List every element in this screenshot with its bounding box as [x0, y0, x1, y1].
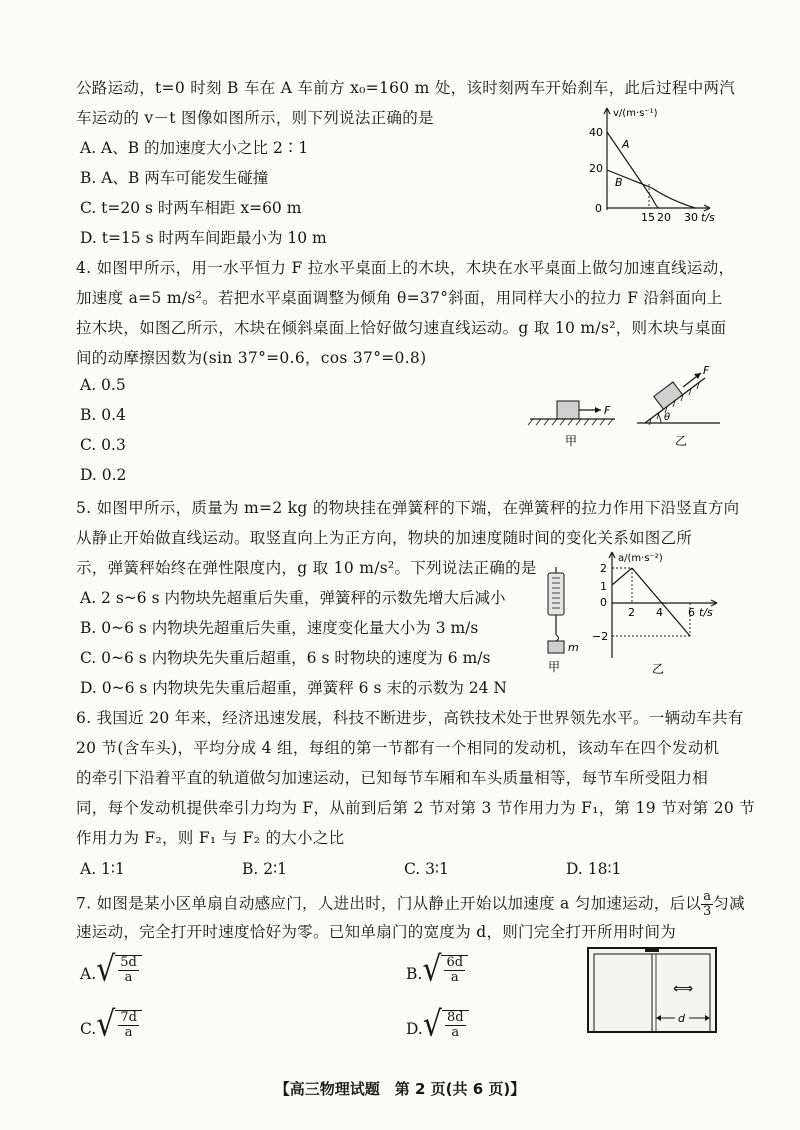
q6-option-c: C. 3∶1: [404, 860, 449, 878]
q5-label-jia: 甲: [548, 660, 561, 674]
q4-option-b: B. 0.4: [80, 406, 126, 424]
q4-figure: [525, 365, 725, 455]
q4-option-a: A. 0.5: [80, 376, 126, 394]
q7-option-d-num: 8d: [446, 1010, 464, 1025]
q3-stem-line-2: 车运动的 v－t 图像如图所示，则下列说法正确的是: [76, 109, 434, 127]
q5-xtick-6: 6: [688, 606, 695, 619]
q5-mass-block: [548, 641, 564, 653]
q3-ytick-40: 40: [589, 126, 603, 139]
q7-stem-after: 匀减: [713, 894, 745, 913]
q4-stem-line-1: 4. 如图甲所示，用一水平恒力 F 拉水平桌面上的木块，木块在水平桌面上做匀加速直线运动，: [76, 259, 735, 277]
q4-block-yi: [654, 382, 683, 409]
q3-line-b: [607, 170, 652, 188]
q3-option-c: C. t=20 s 时两车相距 x=60 m: [80, 199, 302, 217]
q7-option-c: C. √ $\frac{7d}{a}$: [80, 1010, 142, 1040]
q3-ylabel: v/(m·s⁻¹): [613, 108, 658, 119]
q5-option-c: C. 0~6 s 内物块先失重后超重，6 s 时物块的速度为 6 m/s: [80, 649, 491, 667]
q7-option-d-den: a: [451, 1025, 460, 1040]
q5-spring-scale: [538, 565, 588, 675]
q7-stem-line-1: [76, 890, 745, 919]
q5-ylabel: a/(m·s⁻²): [618, 553, 663, 564]
q5-ytick-1: 1: [600, 580, 607, 593]
q7-option-d-letter: D.: [406, 1020, 423, 1038]
q4-label-yi: 乙: [675, 434, 688, 448]
q3-stem-line-1: 公路运动，t=0 时刻 B 车在 A 车前方 x₀=160 m 处，该时刻两车开始刹车，此后过程中两汽: [76, 79, 736, 97]
q7-door-figure: [585, 945, 720, 1035]
q7-option-d: D. √ $\frac{8d}{a}$: [406, 1010, 469, 1040]
q5-ytick-neg2: −2: [592, 630, 609, 643]
q7-width-label: d: [678, 1012, 685, 1025]
q3-xtick-30: 30: [684, 211, 698, 224]
q3-origin: 0: [595, 202, 602, 215]
q3-option-d: D. t=15 s 时两车间距最小为 10 m: [80, 229, 327, 247]
q6-option-b: B. 2∶1: [242, 860, 288, 878]
q3-xtick-15: 15: [641, 211, 655, 224]
q6-stem-line-1: 6. 我国近 20 年来，经济迅速发展，科技不断进步，高铁技术处于世界领先水平。一辆动车共有: [76, 709, 744, 727]
q7-door-arrow: ⟺: [673, 981, 694, 997]
q7-option-b-letter: B.: [406, 965, 423, 983]
q6-stem-line-3: 的牵引下沿着平直的轨道做匀加速运动，已知每节车厢和车头质量相等，每节车所受阻力相: [76, 769, 709, 787]
q7-option-b-num: 6d: [446, 955, 464, 970]
q5-option-d: D. 0~6 s 内物块先失重后超重，弹簧秤 6 s 末的示数为 24 N: [80, 679, 507, 697]
q7-option-b: B. √ $\frac{6d}{a}$: [406, 955, 468, 985]
q4-option-d: D. 0.2: [80, 466, 127, 484]
q4-stem-line-4: 间的动摩擦因数为(sin 37°=0.6，cos 37°=0.8): [76, 349, 427, 367]
q5-origin: 0: [600, 596, 607, 609]
q7-option-a-letter: A.: [80, 965, 97, 983]
q4-stem-line-3: 拉木块，如图乙所示，木块在倾斜桌面上恰好做匀速直线运动。g 取 10 m/s²，则木块与桌面: [76, 319, 727, 337]
q7-stem-fraction: [701, 890, 713, 919]
q3-label-b: B: [615, 176, 623, 189]
q5-stem-line-3: 示，弹簧秤始终在弹性限度内，g 取 10 m/s²。下列说法正确的是: [76, 559, 537, 577]
q7-option-a-num: 5d: [120, 955, 137, 970]
q4-force-label-yi: F: [703, 365, 710, 377]
q3-xlabel: t/s: [701, 211, 715, 224]
q5-xtick-2: 2: [628, 606, 635, 619]
q7-option-c-num: 7d: [120, 1010, 137, 1025]
q7-frac-num: a: [703, 889, 712, 904]
q7-option-a: A. √ $\frac{5d}{a}$: [80, 955, 142, 985]
q3-ytick-20: 20: [589, 162, 603, 175]
q5-label-yi: 乙: [652, 662, 665, 676]
q7-option-b-den: a: [450, 970, 459, 985]
q5-option-b: B. 0~6 s 内物块先超重后失重，速度变化量大小为 3 m/s: [80, 619, 479, 637]
q6-stem-line-2: 20 节(含车头)，平均分成 4 组，每组的第一节都有一个相同的发动机，该动车在四个发动机: [76, 739, 720, 757]
q4-label-jia: 甲: [565, 434, 578, 448]
q4-option-c: C. 0.3: [80, 436, 126, 454]
q5-stem-line-2: 从静止开始做直线运动。取竖直向上为正方向，物块的加速度随时间的变化关系如图乙所: [76, 529, 693, 547]
q7-stem-before: 7. 如图是某小区单扇自动感应门，人进出时，门从静止开始以加速度 a 匀加速运动，后以: [76, 894, 702, 913]
q4-block-jia: [557, 401, 579, 419]
q5-mass-label: m: [568, 641, 579, 654]
q6-stem-line-5: 作用力为 F₂，则 F₁ 与 F₂ 的大小之比: [76, 829, 345, 847]
page-footer: 【高三物理试题 第 2 页(共 6 页)】: [274, 1080, 526, 1098]
q4-angle-arc: [658, 414, 661, 423]
q5-xtick-4: 4: [656, 606, 663, 619]
q5-xlabel: t/s: [699, 606, 713, 619]
q4-stem-line-2: 加速度 a=5 m/s²。若把水平桌面调整为倾角 θ=37°斜面，用同样大小的拉力 F 沿斜面向上: [76, 289, 723, 307]
q6-stem-line-4: 同，每个发动机提供牵引力均为 F，从前到后第 2 节对第 3 节作用力为 F₁，第 19 节对第 20 节: [76, 799, 756, 817]
q3-label-a: A: [622, 138, 630, 151]
q7-option-c-letter: C.: [80, 1020, 97, 1038]
q4-angle-label: θ: [664, 412, 671, 423]
q3-option-b: B. A、B 两车可能发生碰撞: [80, 169, 269, 187]
q7-stem-line-2: 速运动，完全打开时速度恰好为零。已知单扇门的宽度为 d，则门完全打开所用时间为: [76, 923, 677, 941]
q5-stem-line-1: 5. 如图甲所示，质量为 m=2 kg 的物块挂在弹簧秤的下端，在弹簧秤的拉力作用下沿竖直方向: [76, 499, 740, 517]
q3-option-a: A. A、B 的加速度大小之比 2∶1: [80, 139, 309, 157]
q7-option-a-den: a: [124, 970, 133, 985]
q7-frac-den: 3: [702, 904, 712, 919]
q3-line-a-tail: [652, 198, 659, 208]
q6-option-a: A. 1∶1: [80, 860, 125, 878]
q6-option-d: D. 18∶1: [566, 860, 622, 878]
q4-force-label-jia: F: [604, 404, 611, 417]
q5-seg-rise: [612, 568, 632, 585]
q3-vt-graph: [585, 100, 725, 225]
q3-xtick-20: 20: [657, 211, 671, 224]
q5-ytick-2: 2: [600, 562, 607, 575]
q3-line-b-tail: [652, 188, 695, 208]
q5-option-a: A. 2 s~6 s 内物块先超重后失重，弹簧秤的示数先增大后减小: [80, 589, 506, 607]
q5-at-graph: [592, 548, 727, 678]
q5-seg-fall: [632, 568, 690, 636]
q7-option-c-den: a: [124, 1025, 133, 1040]
